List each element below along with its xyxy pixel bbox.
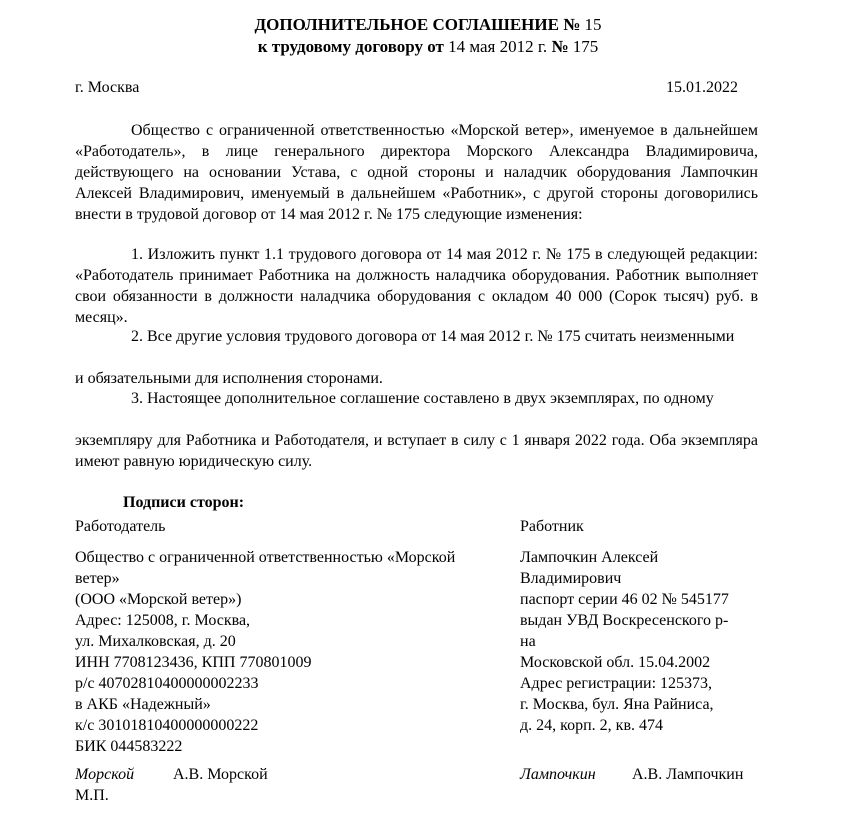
employee-line: г. Москва, бул. Яна Райниса, (520, 696, 714, 713)
employee-signatory-name: А.В. Лампочкин (632, 766, 744, 783)
document-title (0, 14, 856, 35)
employee-line: Московской обл. 15.04.2002 (520, 654, 711, 671)
agreement-number: 15 (584, 15, 602, 34)
employee-line: Лампочкин Алексей (520, 549, 659, 566)
intro-paragraph: Общество с ограниченной ответственностью «Морской ветер», именуемое в дальнейшем «Работодатель», в лице генерального директора Морского Александра Владимировича, действующего на основании Устава, с одной стороны и наладчик оборудования Лампочкин Алексей Владимирович, именуемый в дальнейшем «Работник», с другой стороны договорились внести в трудовой договор от 14 мая 2012 г. № 175 следующие изменения: (75, 122, 758, 223)
signatures-heading: Подписи сторон: (123, 494, 245, 511)
employee-line: Адрес регистрации: 125373, (520, 675, 713, 692)
subtitle-prefix: к трудовому договору от (257, 37, 444, 56)
employer-signatory-name: А.В. Морской (173, 766, 268, 783)
employee-line: Владимирович (520, 570, 622, 587)
item-1-paragraph: 1. Изложить пункт 1.1 трудового договора от 14 мая 2012 г. № 175 в следующей редакции: «Работодатель принимает Работника на должность наладчика оборудования. Работник выполняет свои обязанности в должности наладчика оборудования с окладом 40 000 (Сорок тысяч) руб. в месяц». (75, 246, 758, 326)
employer-line: Адрес: 125008, г. Москва, (75, 612, 251, 629)
employer-line: в АКБ «Надежный» (75, 696, 211, 713)
item-2-paragraph (75, 326, 758, 347)
item-3-line-1: 3. Настоящее дополнительное соглашение составлено в двух экземплярах, по одному (131, 390, 714, 407)
employee-line: выдан УВД Воскресенского р- (520, 612, 729, 629)
contract-date: 14 мая 2012 г. (448, 37, 548, 56)
item-2-line-1: 2. Все другие условия трудового договора от 14 мая 2012 г. № 175 считать неизменными (131, 328, 735, 345)
employee-line: на (520, 633, 536, 650)
employer-line: р/с 40702810400000002233 (75, 675, 259, 692)
employer-line: к/с 30101810400000000222 (75, 717, 259, 734)
employee-label: Работник (520, 518, 584, 535)
item-3-line-2: экземпляру для Работника и Работодателя, и вступает в силу с 1 января 2022 года. Оба экземпляра имеют равную юридическую силу. (75, 432, 758, 470)
employer-line: ИНН 7708123436, КПП 770801009 (75, 654, 312, 671)
employee-signature (520, 764, 596, 785)
employee-line: д. 24, корп. 2, кв. 474 (520, 717, 663, 734)
employee-line: паспорт серии 46 02 № 545177 (520, 591, 729, 608)
item-3-paragraph (75, 388, 758, 409)
employee-details (520, 547, 729, 736)
document-date: 15.01.2022 (666, 79, 738, 96)
subtitle-number-sign: № (551, 37, 569, 56)
employer-line: Общество с ограниченной ответственностью «Морской (75, 549, 456, 566)
employee-handwritten-sign: Лампочкин (520, 766, 596, 783)
employer-label: Работодатель (75, 518, 166, 535)
employer-line: БИК 044583222 (75, 738, 183, 755)
item-2-line-2: и обязательными для исполнения сторонами. (75, 370, 383, 387)
employer-handwritten-sign: Морской (75, 766, 135, 783)
employer-details (75, 547, 455, 757)
document-subtitle (0, 36, 856, 57)
employer-line: ветер» (75, 570, 120, 587)
document-title-text: ДОПОЛНИТЕЛЬНОЕ СОГЛАШЕНИЕ № (254, 15, 581, 34)
employer-signature (75, 764, 134, 785)
seal-placeholder: М.П. (75, 787, 109, 804)
place: г. Москва (75, 79, 140, 96)
contract-number: 175 (572, 37, 599, 56)
employer-line: ул. Михалковская, д. 20 (75, 633, 236, 650)
employer-line: (ООО «Морской ветер») (75, 591, 242, 608)
